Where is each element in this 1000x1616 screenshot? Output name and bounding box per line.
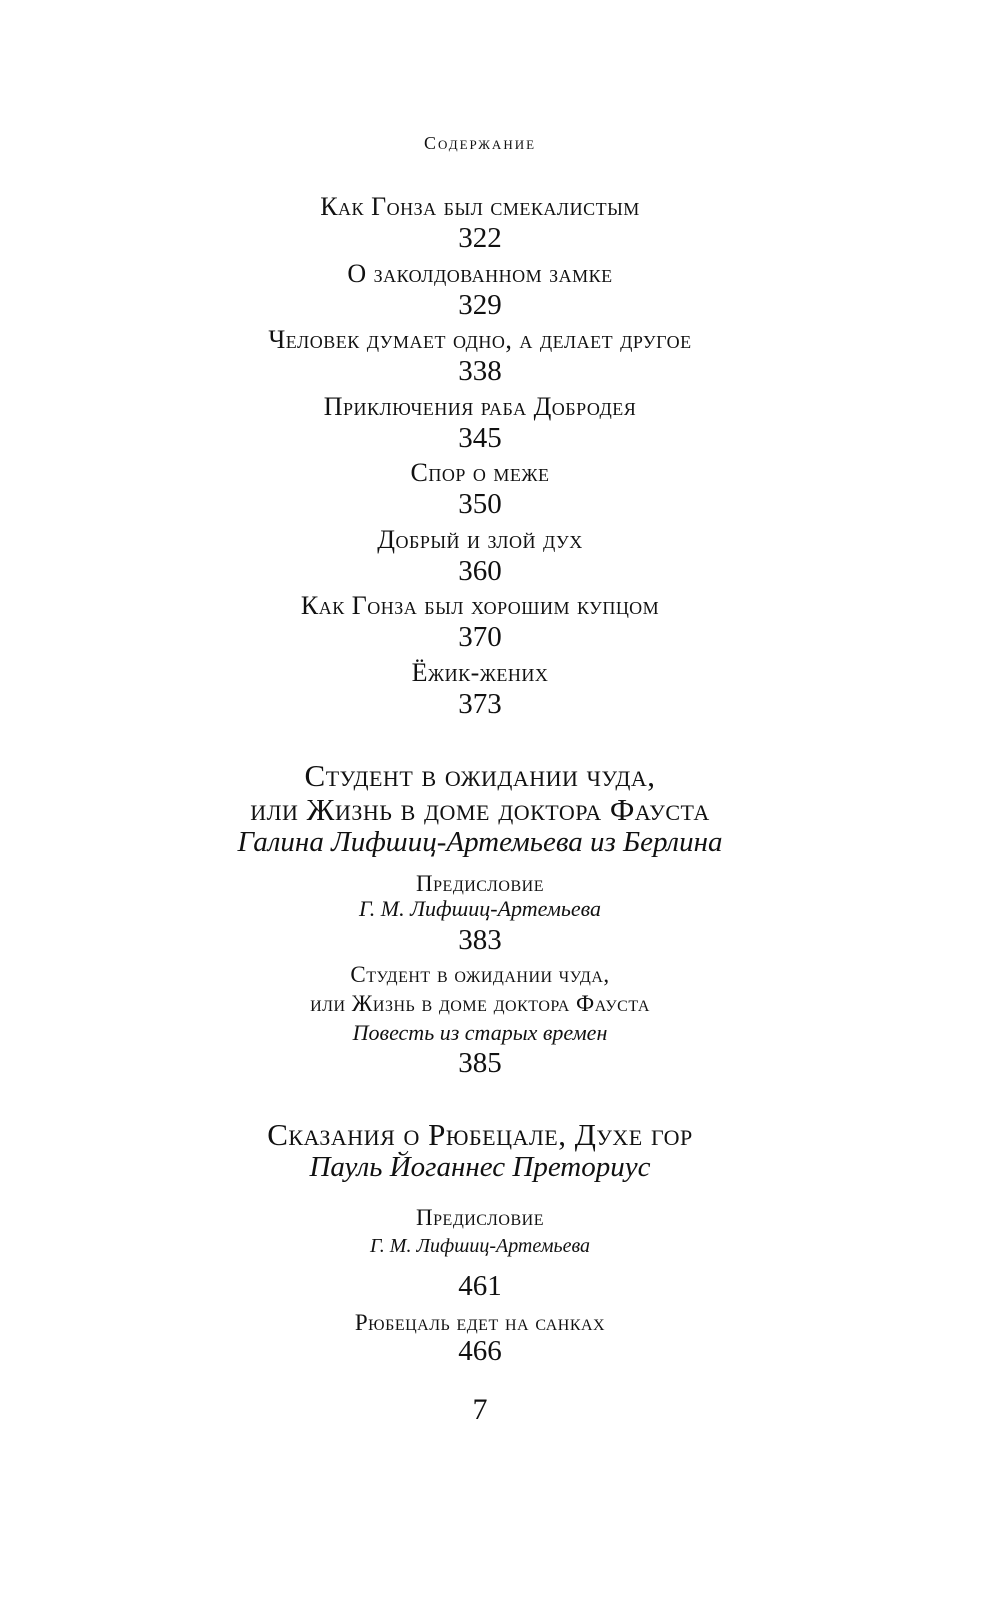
page-number: 7 xyxy=(472,1393,488,1426)
toc-entry-page: 373 xyxy=(458,688,502,720)
toc-entry-title: Человек думает одно, а делает другое xyxy=(268,325,692,354)
toc-entry-subtitle: Повесть из старых времен xyxy=(352,1020,608,1045)
section-title: Сказания о Рюбецале, Духе гор xyxy=(267,1117,693,1152)
toc-entry-page: 322 xyxy=(458,222,502,254)
toc-entry-author: Г. М. Лифшиц-Артемьева xyxy=(369,1235,591,1257)
toc-entry-title: О заколдованном замке xyxy=(347,259,613,288)
toc-entry-page: 466 xyxy=(458,1335,502,1367)
toc-entry-title: Студент в ожидании чуда, xyxy=(350,962,610,987)
toc-entry-page: 360 xyxy=(458,555,502,587)
toc-entry-title: Приключения раба Добродея xyxy=(323,392,637,421)
section-title: Студент в ожидании чуда, xyxy=(304,758,656,793)
toc-entry-title: Спор о меже xyxy=(410,458,550,487)
toc-entry-page: 385 xyxy=(458,1047,502,1079)
toc-entry-title: Ёжик-жених xyxy=(411,658,549,687)
toc-entry-page: 350 xyxy=(458,488,502,520)
running-head: Содержание xyxy=(423,133,537,153)
section-author: Пауль Йоганнес Преториус xyxy=(309,1151,651,1183)
toc-entry-title: Как Гонза был хорошим купцом xyxy=(300,591,660,620)
section-author: Галина Лифшиц-Артемьева из Берлина xyxy=(237,826,723,858)
toc-entry-title: Предисловие xyxy=(416,871,544,896)
toc-entry-page: 461 xyxy=(458,1270,502,1302)
toc-entry-page: 329 xyxy=(458,289,502,321)
toc-entry-page: 338 xyxy=(458,355,502,387)
toc-entry-page: 345 xyxy=(458,422,502,454)
section-title: или Жизнь в доме доктора Фауста xyxy=(250,792,710,827)
toc-entry-page: 383 xyxy=(458,924,502,956)
toc-entry-title: Добрый и злой дух xyxy=(377,525,583,554)
toc-entry-page: 370 xyxy=(458,621,502,653)
toc-entry-title: Как Гонза был смекалистым xyxy=(320,192,640,221)
toc-entry-author: Г. М. Лифшиц-Артемьева xyxy=(358,896,602,921)
toc-entry-title: Рюбецаль едет на санках xyxy=(354,1310,606,1335)
toc-entry-title: Предисловие xyxy=(416,1205,544,1230)
toc-entry-title: или Жизнь в доме доктора Фауста xyxy=(310,991,650,1016)
